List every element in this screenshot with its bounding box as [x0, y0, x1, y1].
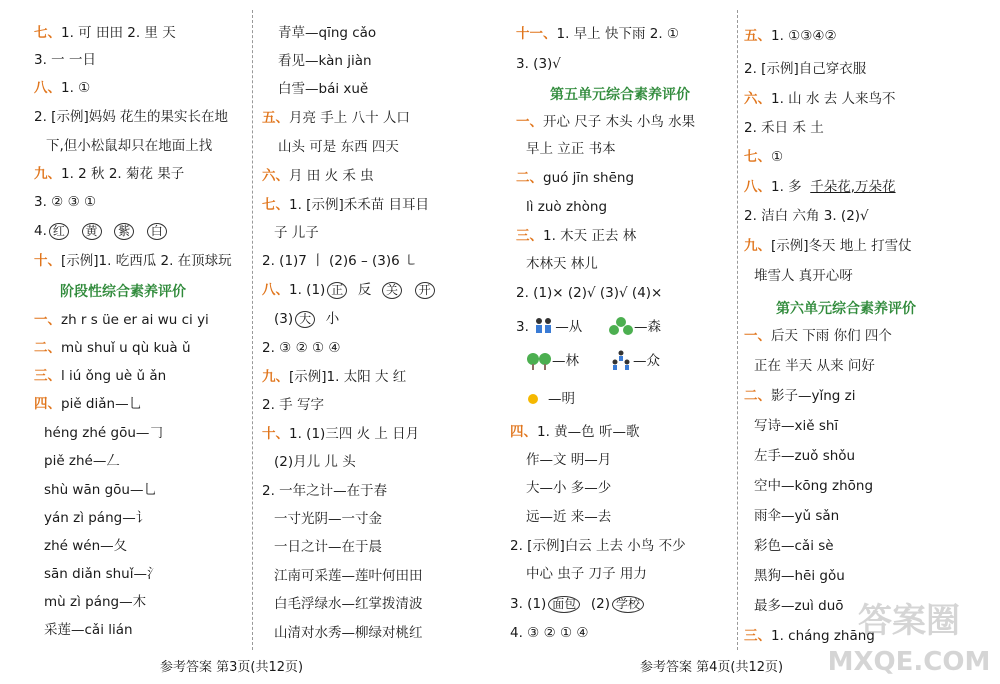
answer-line: [526, 479, 611, 497]
answer-text: 作—文 明—月: [526, 452, 612, 468]
question-number: 四、: [34, 396, 61, 412]
answer-line: [44, 452, 120, 470]
answer-text: 2. 手 写字: [262, 397, 324, 413]
answer-line: [510, 595, 646, 613]
section-title: 阶段性综合素养评价: [60, 284, 186, 300]
answer-line: [526, 198, 607, 216]
question-number: 六、: [744, 91, 771, 107]
answer-text: 白雪—bái xuě: [278, 81, 369, 97]
answer-text: 开心 尺子 木头 小鸟 水果: [543, 114, 696, 130]
answer-line: [274, 538, 382, 556]
answer-line: [510, 624, 588, 642]
answer-text: 1. 早上 快下雨 2. ①: [556, 26, 680, 42]
answer-line: [744, 387, 856, 405]
answer-text: 1. (1)三四 火 上 日月: [289, 426, 420, 442]
answer-line: [510, 537, 686, 555]
answer-text: 1. 山 水 去 人来鸟不: [771, 91, 896, 107]
answer-line: [34, 367, 166, 385]
page-footer-left: 参考答案 第3页(共12页): [160, 660, 304, 675]
answer-line: [278, 52, 372, 70]
answer-line: [744, 327, 892, 345]
circled-answer: 大: [295, 311, 315, 328]
answer-text: 后天 下雨 你们 四个: [771, 328, 892, 344]
answer-line: [744, 27, 837, 45]
answer-line: [34, 339, 191, 357]
answer-text: 远—近 来—去: [526, 509, 612, 525]
question-number: 七、: [34, 25, 61, 41]
answer-line: [516, 284, 662, 302]
answer-text: [示例]1. 吃西瓜 2. 在顶球玩: [61, 253, 232, 269]
answer-line: [262, 482, 387, 500]
question-number: 三、: [34, 368, 61, 384]
answer-text: 1. cháng zhāng: [771, 628, 875, 644]
answer-line: [744, 148, 783, 166]
answer-text: 木林天 林儿: [526, 256, 598, 272]
answer-text: 4. ③ ② ① ④: [510, 625, 589, 641]
answer-text: 反: [357, 282, 372, 298]
answer-text: 1. [示例]禾禾苗 目耳目: [289, 197, 429, 213]
question-number: 九、: [744, 238, 771, 254]
question-number: 一、: [744, 328, 771, 344]
question-number: 十、: [262, 426, 289, 442]
answer-line: [516, 25, 679, 43]
answer-line: [262, 425, 419, 443]
answer-line: [526, 508, 611, 526]
three-trees-icon: [608, 316, 634, 338]
answer-text: 1. ①: [61, 80, 91, 96]
answer-line: [754, 567, 845, 585]
answer-text: piě diǎn—乚: [61, 396, 143, 412]
answer-text: —明: [548, 391, 575, 407]
answer-text: 2. 一年之计—在于春: [262, 483, 388, 499]
answer-text: 早上 立正 书本: [526, 141, 616, 157]
answer-line: [34, 311, 209, 329]
answer-text: yán zì páng—讠: [44, 510, 150, 526]
two-trees-icon: [526, 351, 552, 371]
answer-text: (2)月儿 儿 头: [274, 454, 356, 470]
answer-line: [278, 24, 376, 42]
answer-line: [44, 537, 127, 555]
answer-line: [526, 451, 611, 469]
answer-text: (3): [274, 311, 294, 327]
answer-line: [274, 310, 339, 328]
circled-answer: 学校: [612, 596, 644, 613]
question-number: 一、: [516, 114, 543, 130]
answer-line: [274, 510, 382, 528]
answer-text: 山头 可是 东西 四天: [278, 139, 399, 155]
question-number: 四、: [510, 424, 537, 440]
answer-line: [34, 395, 142, 413]
answer-line: [516, 316, 661, 338]
question-number: 六、: [262, 168, 289, 184]
two-people-icon: [533, 317, 555, 337]
answer-line: [262, 196, 429, 214]
circled-answer: 黄: [82, 223, 102, 240]
answer-text: [示例]冬天 地上 打雪仗: [771, 238, 912, 254]
answer-text: —众: [633, 353, 661, 369]
answer-line: [526, 255, 598, 273]
answer-line: [44, 424, 163, 442]
answer-line: [516, 227, 636, 245]
answer-text: 2. 洁白 六角 3. (2)√: [744, 208, 869, 224]
answer-text: l iú ǒng uè ǔ ǎn: [61, 368, 167, 384]
answer-text: —林: [552, 353, 579, 369]
answer-text: 下,但小松鼠却只在地面上找: [46, 138, 213, 154]
column-divider: [737, 10, 738, 650]
answer-line: [34, 165, 184, 183]
underlined-answer: 千朵花,万朵花: [810, 179, 896, 195]
answer-text: 采莲—cǎi lián: [44, 622, 133, 638]
answer-text: (2): [590, 596, 611, 612]
circled-answer: 面包: [548, 596, 580, 613]
answer-text: 1. (1): [289, 282, 326, 298]
answer-line: [744, 207, 869, 225]
answer-line: [526, 390, 575, 408]
answer-line: [754, 447, 855, 465]
question-number: 十、: [34, 253, 61, 269]
answer-text: 大—小 多—少: [526, 480, 612, 496]
answer-line: [34, 79, 90, 97]
question-number: 二、: [744, 388, 771, 404]
answer-text: 雨伞—yǔ sǎn: [754, 508, 840, 524]
answer-text: sān diǎn shuǐ—氵: [44, 566, 161, 582]
answer-text: 看见—kàn jiàn: [278, 53, 372, 69]
answer-line: [516, 169, 634, 187]
answer-text: 左手—zuǒ shǒu: [754, 448, 856, 464]
answer-line: [754, 537, 834, 555]
column-3: [506, 0, 734, 650]
question-number: 九、: [262, 369, 289, 385]
answer-line: [44, 621, 133, 639]
answer-text: 1. 可 田田 2. 里 天: [61, 25, 176, 41]
page-footer-right: 参考答案 第4页(共12页): [640, 660, 784, 675]
question-number: 九、: [34, 166, 61, 182]
answer-text: 小: [325, 311, 340, 327]
answer-line: [744, 90, 896, 108]
answer-line: [44, 565, 161, 583]
answer-line: [754, 477, 873, 495]
question-number: 二、: [516, 170, 543, 186]
answer-line: [278, 138, 399, 156]
answer-text: [示例]1. 太阳 大 红: [289, 369, 407, 385]
answer-line: [262, 252, 418, 270]
answer-text: 白毛浮绿水—红掌拨清波: [274, 596, 423, 612]
answer-line: [262, 368, 406, 386]
answer-text: 2. ③ ② ① ④: [262, 340, 341, 356]
answer-text: 1. 多: [771, 179, 802, 195]
answer-line: [274, 567, 423, 585]
answer-line: [516, 113, 695, 131]
answer-line: [744, 119, 824, 137]
answer-line: [34, 222, 169, 240]
answer-text: 2. [示例]自己穿衣服: [744, 61, 867, 77]
answer-line: [274, 453, 356, 471]
answer-text: 1. 木天 正去 林: [543, 228, 637, 244]
answer-text: 2. (1)× (2)√ (3)√ (4)×: [516, 285, 663, 301]
answer-text: 3. ② ③ ①: [34, 194, 97, 210]
answer-line: [262, 167, 374, 185]
answer-line: [744, 627, 875, 645]
answer-text: 写诗—xiě shī: [754, 418, 839, 434]
answer-text: 2. [示例]妈妈 花生的果实长在地: [34, 109, 228, 125]
circled-answer: 红: [49, 223, 69, 240]
circled-answer: 开: [415, 282, 435, 299]
answer-line: [510, 423, 639, 441]
question-number: 七、: [262, 197, 289, 213]
answer-line: [754, 357, 875, 375]
answer-text: 空中—kōng zhōng: [754, 478, 874, 494]
answer-text: 黑狗—hēi gǒu: [754, 568, 845, 584]
circled-answer: 紫: [114, 223, 134, 240]
answer-text: 青草—qīng cǎo: [278, 25, 377, 41]
column-divider: [252, 10, 253, 650]
question-number: 七、: [744, 149, 771, 165]
sun-moon-icon: [526, 390, 548, 408]
answer-line: [744, 237, 912, 255]
answer-line: [744, 60, 866, 78]
answer-text: mù zì páng—木: [44, 594, 147, 610]
circled-answer: 正: [327, 282, 347, 299]
answer-text: 正在 半天 从来 问好: [754, 358, 875, 374]
question-number: 十一、: [516, 26, 557, 42]
answer-line: [262, 339, 340, 357]
answer-text: mù shuǐ u qù kuà ǔ: [61, 340, 191, 356]
column-2: [256, 0, 496, 650]
question-number: 八、: [34, 80, 61, 96]
answer-text: 月亮 手上 八十 人口: [289, 110, 410, 126]
question-number: 一、: [34, 312, 61, 328]
answer-line: [34, 24, 176, 42]
answer-line: [744, 178, 896, 196]
question-number: 二、: [34, 340, 61, 356]
answer-line: [274, 224, 319, 242]
answer-text: 最多—zuì duō: [754, 598, 844, 614]
three-people-icon: [609, 350, 633, 372]
answer-line: [274, 595, 423, 613]
answer-text: 1. ①③④②: [771, 28, 837, 44]
question-number: 五、: [744, 28, 771, 44]
answer-line: [516, 55, 561, 73]
answer-line: [46, 137, 212, 155]
question-number: 五、: [262, 110, 289, 126]
answer-text: 江南可采莲—莲叶何田田: [274, 568, 423, 584]
answer-text: 子 儿子: [274, 225, 319, 241]
answer-line: [262, 281, 437, 299]
answer-line: [262, 396, 324, 414]
answer-text: ①: [771, 149, 784, 165]
answer-text: 4.: [34, 223, 47, 239]
answer-text: 一寸光阴—一寸金: [274, 511, 382, 527]
answer-text: 3. 一 一日: [34, 52, 96, 68]
answer-text: 1. 2 秋 2. 菊花 果子: [61, 166, 185, 182]
answer-line: [44, 593, 146, 611]
answer-line: [754, 267, 853, 285]
answer-text: 堆雪人 真开心呀: [754, 268, 853, 284]
answer-line: [526, 565, 647, 583]
answer-text: 月 田 火 禾 虫: [289, 168, 374, 184]
column-4: [740, 0, 992, 650]
answer-line: [754, 417, 838, 435]
answer-text: 3. (1): [510, 596, 547, 612]
answer-text: 3.: [516, 319, 529, 335]
answer-line: [274, 624, 423, 642]
question-number: 三、: [516, 228, 543, 244]
section-title: 第六单元综合素养评价: [776, 301, 916, 317]
answer-text: guó jīn shēng: [543, 170, 635, 186]
answer-text: zhé wén—夂: [44, 538, 128, 554]
answer-text: —森: [633, 319, 661, 335]
circled-answer: 白: [147, 223, 167, 240]
answer-text: 2. 禾日 禾 土: [744, 120, 824, 136]
answer-text: 2. [示例]白云 上去 小鸟 不少: [510, 538, 686, 554]
answer-text: lì zuò zhòng: [526, 199, 608, 215]
answer-line: [754, 597, 844, 615]
answer-line: [754, 507, 839, 525]
answer-line: [44, 509, 149, 527]
answer-text: piě zhé—𠃋: [44, 453, 120, 469]
question-number: 八、: [744, 179, 771, 195]
answer-line: [34, 108, 228, 126]
answer-line: [34, 193, 96, 211]
answer-line: [34, 51, 96, 69]
answer-text: 山清对水秀—柳绿对桃红: [274, 625, 423, 641]
answer-line: [44, 481, 157, 499]
answer-text: 2. (1)7 丨 (2)6 – (3)6 ㇄: [262, 253, 418, 269]
answer-text: 彩色—cǎi sè: [754, 538, 834, 554]
answer-text: —从: [555, 319, 583, 335]
watermark-line2: MXQE.COM: [827, 647, 991, 677]
watermark-line1: 答案圈: [858, 601, 960, 641]
section-title: 第五单元综合素养评价: [550, 87, 690, 103]
answer-line: [526, 140, 616, 158]
answer-line: [34, 252, 232, 270]
answer-text: 3. (3)√: [516, 56, 561, 72]
answer-line: [262, 109, 410, 127]
answer-text: héng zhé gōu—𠃌: [44, 425, 163, 441]
answer-text: 1. 黄—色 听—歌: [537, 424, 640, 440]
answer-text: 影子—yǐng zi: [771, 388, 856, 404]
answer-line: [278, 80, 368, 98]
answer-text: 一日之计—在于晨: [274, 539, 382, 555]
answer-text: shù wān gōu—乚: [44, 482, 157, 498]
answer-line: [526, 350, 660, 372]
answer-text: 中心 虫子 刀子 用力: [526, 566, 647, 582]
column-1: [0, 0, 250, 650]
question-number: 三、: [744, 628, 771, 644]
circled-answer: 关: [382, 282, 402, 299]
question-number: 八、: [262, 282, 289, 298]
answer-text: zh r s üe er ai wu ci yi: [61, 312, 209, 328]
